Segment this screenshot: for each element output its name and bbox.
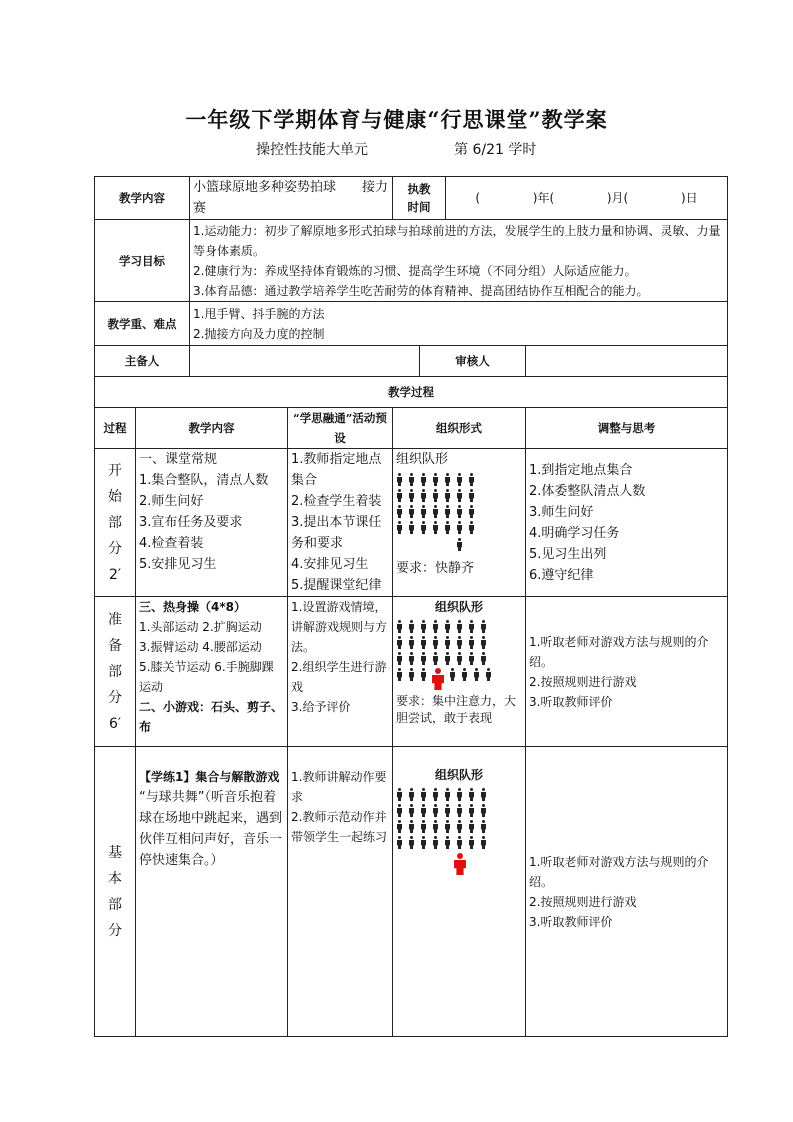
- student-figure-icon: [396, 668, 403, 681]
- student-figure-icon: [432, 505, 439, 518]
- teacher-figure-icon: [454, 853, 466, 875]
- document-subtitle: [256, 139, 536, 159]
- student-figure-icon: [420, 505, 427, 518]
- goal-item: 3.体育品德：通过教学培养学生吃苦耐劳的体育精神、提高团结协作互相配合的能力。: [193, 283, 649, 298]
- student-figure-icon: [444, 636, 451, 649]
- student-figure-icon: [468, 836, 475, 849]
- student-figure-icon: [444, 473, 451, 486]
- student-figure-icon: [408, 652, 415, 665]
- student-figure-icon: [444, 521, 451, 534]
- student-figure-icon: [468, 521, 475, 534]
- student-figure-icon: [396, 636, 403, 649]
- student-figure-icon: [480, 804, 487, 817]
- formation-row: [396, 668, 522, 690]
- student-figure-icon: [432, 620, 439, 633]
- student-figure-icon: [432, 836, 439, 849]
- date-open: (: [475, 191, 481, 205]
- date-year: )年(: [532, 191, 555, 205]
- student-figure-icon: [456, 489, 463, 502]
- formation-row: [396, 489, 522, 502]
- preparer-value: [190, 346, 420, 377]
- student-figure-icon: [444, 652, 451, 665]
- student-figure-icon: [420, 473, 427, 486]
- header-content: 教学内容: [136, 408, 288, 449]
- header-adjustment: 调整与思考: [526, 408, 728, 449]
- student-figure-icon: [468, 804, 475, 817]
- formation-row: [396, 505, 522, 518]
- formation-row: [396, 836, 522, 849]
- reviewer-label: 审核人: [420, 346, 526, 377]
- student-figure-icon: [408, 836, 415, 849]
- student-figure-icon: [480, 836, 487, 849]
- student-figure-icon: [432, 804, 439, 817]
- student-figure-icon: [396, 836, 403, 849]
- student-figure-icon: [468, 636, 475, 649]
- content-value: 小篮球原地多种姿势拍球 接力赛: [190, 177, 393, 220]
- student-figure-icon: [456, 505, 463, 518]
- content-label: 教学内容: [95, 177, 190, 220]
- student-figure-icon: [432, 820, 439, 833]
- prepare-adjustment: 1.听取老师对游戏方法与规则的介绍。 2.按照规则进行游戏 3.听取教师评价: [526, 597, 728, 747]
- student-figure-icon: [468, 620, 475, 633]
- student-figure-icon: [468, 505, 475, 518]
- student-figure-icon: [432, 636, 439, 649]
- goal-item: 2.健康行为：养成坚持体育锻炼的习惯、提高学生环境（不同分组）人际适应能力。: [193, 263, 637, 278]
- date-month: )月(: [606, 191, 629, 205]
- student-figure-icon: [456, 804, 463, 817]
- prepare-organization: [393, 597, 526, 747]
- student-figure-icon: [396, 505, 403, 518]
- process-title: 教学过程: [95, 377, 728, 408]
- preparer-label: 主备人: [95, 346, 190, 377]
- student-figure-icon: [420, 804, 427, 817]
- formation-row: [396, 804, 522, 817]
- formation-row: [396, 473, 522, 486]
- student-figure-icon: [456, 620, 463, 633]
- student-figure-icon: [461, 668, 468, 681]
- student-figure-icon: [468, 652, 475, 665]
- student-figure-icon: [456, 788, 463, 801]
- document-title: 一年级下学期体育与健康“行思课堂”教学案: [185, 107, 608, 132]
- student-figure-icon: [432, 652, 439, 665]
- student-figure-icon: [456, 473, 463, 486]
- formation-row: [396, 521, 522, 534]
- student-figure-icon: [420, 788, 427, 801]
- formation-row: [396, 636, 522, 649]
- org-title: 组织队形: [396, 452, 449, 467]
- start-organization: [393, 449, 526, 597]
- key-points-list: [190, 302, 728, 346]
- key-item: 1.甩手臂、抖手腕的方法: [193, 306, 325, 321]
- student-figure-icon: [408, 505, 415, 518]
- section-name-basic: 基 本 部 分: [95, 747, 136, 1037]
- key-points-label: 教学重、难点: [95, 302, 190, 346]
- student-figure-icon: [396, 788, 403, 801]
- student-formation: [396, 788, 522, 849]
- student-formation: [396, 620, 522, 690]
- student-figure-icon: [396, 820, 403, 833]
- goal-item: 1.运动能力：初步了解原地多形式拍球与拍球前进的方法，发展学生的上肢力量和协调、灵敏、力量等身体素质。: [193, 223, 721, 258]
- student-figure-icon: [468, 820, 475, 833]
- student-figure-icon: [408, 636, 415, 649]
- student-figure-icon: [432, 788, 439, 801]
- date-day: )日: [680, 191, 698, 205]
- org-title: 组织队形: [435, 768, 484, 782]
- org-title: 组织队形: [435, 600, 484, 614]
- student-figure-icon: [408, 521, 415, 534]
- student-figure-icon: [420, 636, 427, 649]
- student-figure-icon: [456, 652, 463, 665]
- student-figure-icon: [432, 489, 439, 502]
- date-field: [446, 177, 728, 220]
- student-figure-icon: [444, 788, 451, 801]
- lesson-plan-table: [94, 176, 728, 1037]
- basic-content: 【学练1】集合与解散游戏 “与球共舞”（听音乐抱着球在场地中跳起来，遇到伙伴互相问声好，音乐一停快速集合。）: [136, 747, 288, 1037]
- student-figure-icon: [408, 788, 415, 801]
- student-figure-icon: [408, 804, 415, 817]
- student-figure-icon: [396, 473, 403, 486]
- start-content: 一、课堂常规 1.集合整队，清点人数 2.师生问好 3.宣布任务及要求 4.检查着装 5.安排见习生: [136, 449, 288, 597]
- student-figure-icon: [456, 521, 463, 534]
- student-figure-icon: [485, 668, 492, 681]
- student-figure-icon: [480, 620, 487, 633]
- student-figure-icon: [408, 620, 415, 633]
- student-figure-icon: [408, 668, 415, 681]
- student-figure-icon: [396, 521, 403, 534]
- basic-adjustment: 1.听取老师对游戏方法与规则的介绍。 2.按照规则进行游戏 3.听取教师评价: [526, 747, 728, 1037]
- student-figure-icon: [480, 652, 487, 665]
- start-activity: 1.教师指定地点集合 2.检查学生着装 3.提出本节课任务和要求 4.安排见习生 5.提醒课堂纪律: [288, 449, 393, 597]
- student-figure-icon: [420, 620, 427, 633]
- goals-list: [190, 220, 728, 302]
- basic-organization: [393, 747, 526, 1037]
- student-figure-icon: [432, 521, 439, 534]
- student-figure-icon: [444, 804, 451, 817]
- header-process: 过程: [95, 408, 136, 449]
- lesson-number: 第 6/21 学时: [454, 142, 537, 158]
- student-figure-icon: [432, 473, 439, 486]
- student-figure-icon: [468, 489, 475, 502]
- formation-row: [396, 620, 522, 633]
- student-figure-icon: [420, 521, 427, 534]
- student-figure-icon: [456, 836, 463, 849]
- leader-figure-icon: [456, 538, 463, 551]
- exec-time-label: 执教 时间: [393, 177, 446, 220]
- student-figure-icon: [468, 473, 475, 486]
- prepare-content: 三、热身操（4*8） 1.头部运动 2.扩胸运动 3.振臂运动 4.腰部运动 5.膝关节运动 6.手腕脚踝运动 二、小游戏：石头、剪子、布: [136, 597, 288, 747]
- student-figure-icon: [468, 788, 475, 801]
- reviewer-value: [526, 346, 728, 377]
- teacher-figure-icon: [432, 668, 444, 690]
- student-figure-icon: [480, 788, 487, 801]
- student-figure-icon: [396, 804, 403, 817]
- key-item: 2.抛接方向及力度的控制: [193, 326, 325, 341]
- goals-label: 学习目标: [95, 220, 190, 302]
- prepare-activity: 1.设置游戏情境，讲解游戏规则与方法。 2.组织学生进行游戏 3.给予评价: [288, 597, 393, 747]
- section-name-start: 开 始 部 分 2′: [95, 449, 136, 597]
- student-figure-icon: [444, 620, 451, 633]
- student-figure-icon: [408, 820, 415, 833]
- student-figure-icon: [444, 820, 451, 833]
- student-formation: [396, 473, 522, 534]
- org-requirement: 要求：集中注意力，大胆尝试，敢于表现: [396, 694, 517, 725]
- basic-activity: 1.教师讲解动作要求 2.教师示范动作并带领学生一起练习: [288, 747, 393, 1037]
- student-figure-icon: [420, 836, 427, 849]
- student-figure-icon: [396, 620, 403, 633]
- student-figure-icon: [456, 820, 463, 833]
- student-figure-icon: [449, 668, 456, 681]
- student-figure-icon: [420, 652, 427, 665]
- header-organization: 组织形式: [393, 408, 526, 449]
- student-figure-icon: [444, 489, 451, 502]
- student-figure-icon: [396, 652, 403, 665]
- header-activity: “学思融通”活动预设: [288, 408, 393, 449]
- formation-row: [396, 652, 522, 665]
- formation-row: [396, 788, 522, 801]
- section-name-prepare: 准 备 部 分 6′: [95, 597, 136, 747]
- unit-name: 操控性技能大单元: [256, 142, 368, 158]
- student-figure-icon: [444, 836, 451, 849]
- student-figure-icon: [408, 489, 415, 502]
- student-figure-icon: [408, 473, 415, 486]
- student-figure-icon: [473, 668, 480, 681]
- student-figure-icon: [396, 489, 403, 502]
- student-figure-icon: [420, 668, 427, 681]
- student-figure-icon: [420, 820, 427, 833]
- student-figure-icon: [420, 489, 427, 502]
- start-adjustment: 1.到指定地点集合 2.体委整队清点人数 3.师生问好 4.明确学习任务 5.见习生出列 6.遵守纪律: [526, 449, 728, 597]
- org-requirement: 要求：快静齐: [396, 561, 475, 576]
- student-figure-icon: [444, 505, 451, 518]
- student-figure-icon: [456, 636, 463, 649]
- formation-row: [396, 820, 522, 833]
- student-figure-icon: [480, 820, 487, 833]
- student-figure-icon: [480, 636, 487, 649]
